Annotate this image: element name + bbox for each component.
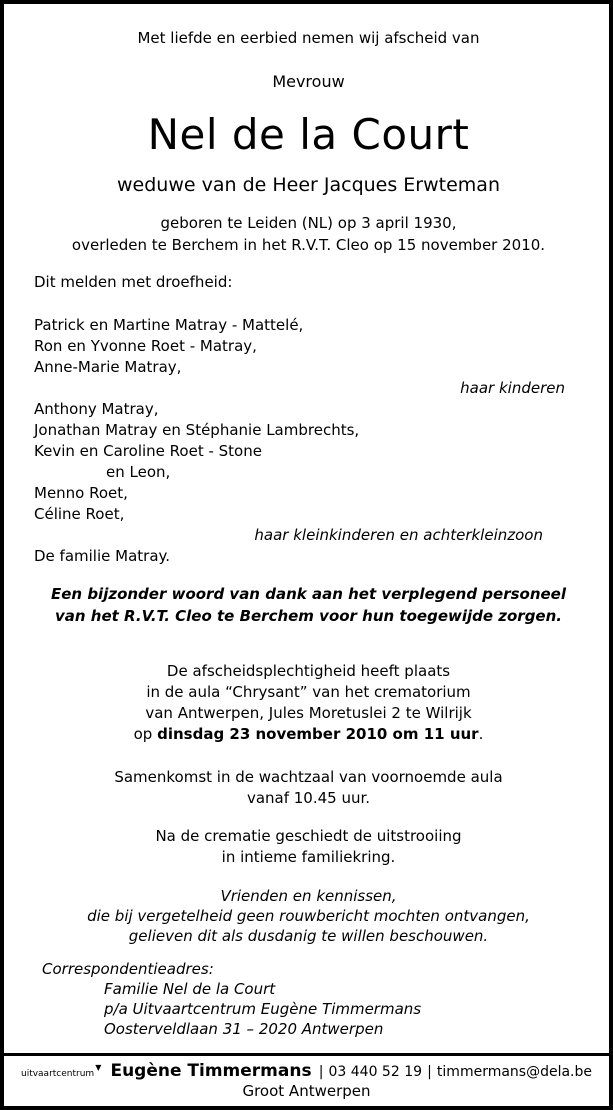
ceremony-date: dinsdag 23 november 2010 om 11 uur	[157, 725, 479, 743]
ceremony-block	[34, 661, 583, 745]
grandchild-line: Céline Roet,	[34, 505, 125, 523]
funeral-home-type-label: uitvaartcentrum	[20, 1069, 95, 1079]
ceremony-line: in de aula “Chrysant” van het crematorium	[146, 683, 471, 701]
funeral-home-footer	[4, 1053, 609, 1106]
announcement-content	[4, 4, 609, 1039]
correspondence-line: p/a Uitvaartcentrum Eugène Timmermans	[104, 1000, 422, 1018]
footer-phone: 03 440 52 19	[328, 1064, 423, 1080]
family-names-block	[34, 315, 583, 567]
life-dates	[34, 212, 583, 256]
salutation: Mevrouw	[272, 72, 345, 91]
cremation-block	[34, 826, 583, 868]
child-line: Anne-Marie Matray,	[34, 358, 182, 376]
thanks-block	[34, 583, 583, 627]
cremation-line: in intieme familiekring.	[221, 848, 396, 866]
grandchild-line: Jonathan Matray en Stéphanie Lambrechts,	[34, 421, 360, 439]
footer-email: timmermans@dela.be	[436, 1064, 593, 1080]
gathering-line: Samenkomst in de wachtzaal van voornoemde aula	[114, 768, 503, 786]
footer-contact-line	[4, 1061, 609, 1081]
died-line: overleden te Berchem in het R.V.T. Cleo op 15 november 2010.	[71, 236, 546, 254]
thanks-line: Een bijzonder woord van dank aan het verplegend personeel	[51, 585, 566, 603]
gathering-block	[34, 767, 583, 809]
correspondence-line: Familie Nel de la Court	[104, 980, 276, 998]
thanks-line: van het R.V.T. Cleo te Berchem voor hun toegewijde zorgen.	[55, 607, 562, 625]
grandchild-line: Kevin en Caroline Roet - Stone	[34, 442, 262, 460]
widow-subtitle: weduwe van de Heer Jacques Erwteman	[117, 174, 500, 196]
cremation-line: Na de crematie geschiedt de uitstrooiing	[155, 827, 462, 845]
grandchild-line: Menno Roet,	[34, 484, 128, 502]
footer-separator: |	[318, 1064, 324, 1080]
friends-notice-block	[34, 886, 583, 946]
child-line: Ron en Yvonne Roet - Matray,	[34, 337, 257, 355]
intro-line: Met liefde en eerbied nemen wij afscheid van	[137, 29, 480, 47]
born-line: geboren te Leiden (NL) op 3 april 1930,	[160, 214, 457, 232]
deceased-name: Nel de la Court	[147, 110, 470, 159]
footer-region: Groot Antwerpen	[242, 1082, 371, 1100]
friends-line: gelieven dit als dusdanig te willen beschouwen.	[128, 927, 489, 945]
ceremony-line: van Antwerpen, Jules Moretuslei 2 te Wilrijk	[145, 704, 472, 722]
notice-line: Dit melden met droefheid:	[34, 273, 233, 291]
friends-line: die bij vergetelheid geen rouwbericht mochten ontvangen,	[87, 907, 530, 925]
grandchild-line: Anthony Matray,	[34, 400, 159, 418]
child-line: Patrick en Martine Matray - Mattelé,	[34, 316, 304, 334]
correspondence-line: Oosterveldlaan 31 – 2020 Antwerpen	[104, 1020, 384, 1038]
ceremony-date-prefix: op	[133, 725, 158, 743]
correspondence-block	[34, 959, 583, 1039]
grandchild-line: en Leon,	[106, 463, 171, 481]
triangle-logo-icon: ▼	[95, 1062, 102, 1072]
footer-separator: |	[427, 1064, 432, 1080]
ceremony-date-line	[34, 724, 583, 745]
friends-line: Vrienden en kennissen,	[220, 887, 397, 905]
family-line: De familie Matray.	[34, 547, 171, 565]
correspondence-label: Correspondentieadres:	[42, 960, 214, 978]
children-label: haar kinderen	[460, 379, 565, 397]
ceremony-date-suffix: .	[478, 725, 484, 743]
funeral-home-name: Eugène Timmermans	[110, 1061, 312, 1081]
gathering-line: vanaf 10.45 uur.	[246, 789, 371, 807]
grandchildren-label: haar kleinkinderen en achterkleinzoon	[254, 526, 543, 544]
ceremony-line: De afscheidsplechtigheid heeft plaats	[166, 662, 451, 680]
